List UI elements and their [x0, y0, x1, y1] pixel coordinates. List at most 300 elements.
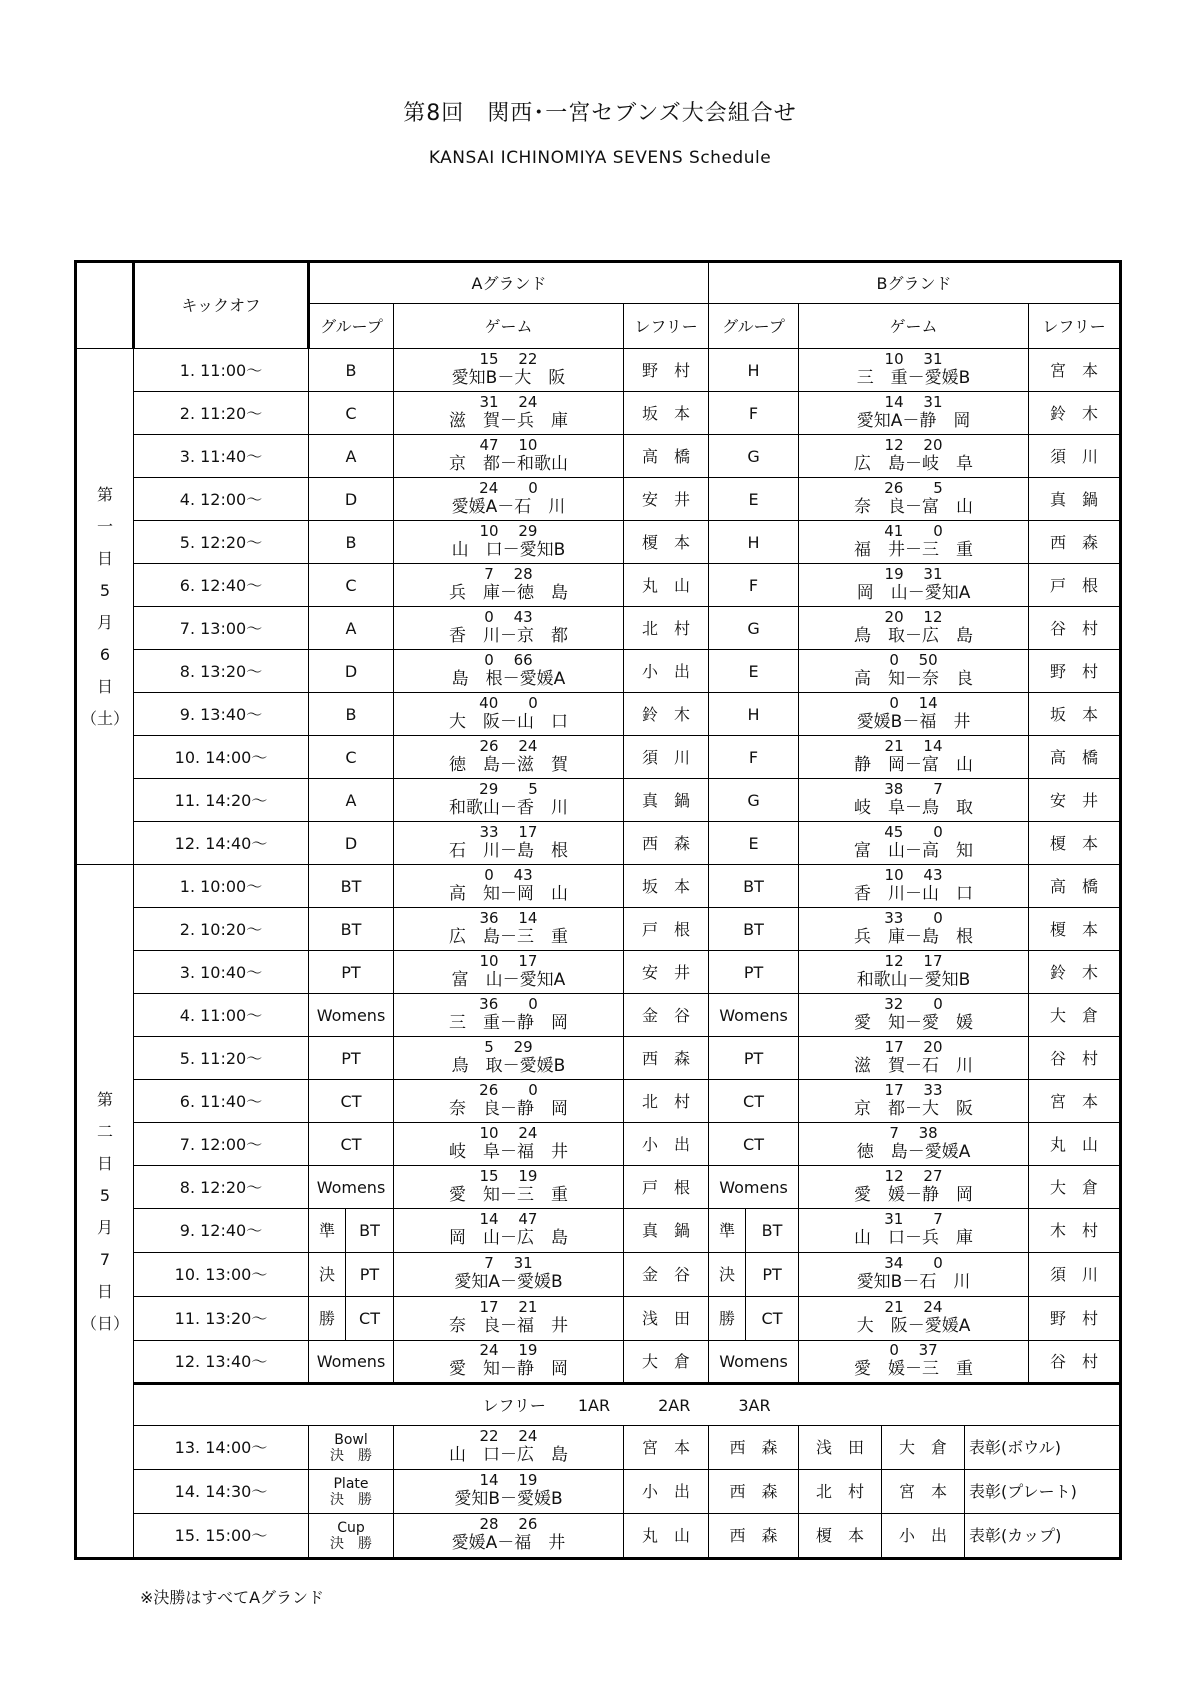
- match-teams: 福 井－三 重: [854, 539, 974, 560]
- score: 24 0: [479, 478, 538, 497]
- match-teams: 和歌山－愛知B: [856, 969, 971, 990]
- match-teams: 奈 良－富 山: [854, 496, 974, 517]
- group-b: Womens: [709, 1341, 799, 1384]
- score: 26 5: [884, 478, 943, 497]
- referee-a: 小 出: [624, 650, 709, 693]
- referee-b: 谷 村: [1029, 607, 1121, 650]
- referee-a: 金 谷: [624, 994, 709, 1037]
- referee-a: 浅 田: [624, 1297, 709, 1341]
- game-cell: [394, 478, 624, 521]
- day-label-char: 一: [96, 517, 113, 536]
- match-teams: 愛 知－三 重: [449, 1184, 568, 1205]
- group-a: PT: [309, 951, 394, 994]
- kickoff-time: 14. 14:30～: [134, 1470, 309, 1514]
- game-cell: [394, 607, 624, 650]
- match-teams: 香 川－京 都: [449, 625, 568, 646]
- footnote: ※決勝はすべてAグランド: [140, 1588, 325, 1607]
- score: 47 10: [479, 435, 538, 454]
- game-cell: [394, 1341, 624, 1384]
- schedule-row: [76, 435, 1121, 478]
- final-ar2: 北 村: [799, 1470, 882, 1513]
- game-cell: [799, 1253, 1029, 1297]
- group-b: BT: [709, 908, 799, 951]
- group-b: BT: [709, 865, 799, 908]
- day-label-char: 第: [96, 485, 113, 504]
- schedule-row: [76, 1341, 1121, 1384]
- score: 26 24: [479, 736, 538, 755]
- referee-a: 坂 本: [624, 392, 709, 435]
- game-cell: [394, 435, 624, 478]
- header-ground-a: Aグランド: [309, 262, 709, 304]
- group-a: [309, 1297, 394, 1341]
- final-ar-award: [799, 1470, 1121, 1514]
- score: 34 0: [884, 1254, 943, 1272]
- score: 10 17: [479, 951, 538, 970]
- referee-b: 戸 根: [1029, 564, 1121, 607]
- score: 14 19: [479, 1471, 538, 1489]
- final-category-name: Cup: [337, 1519, 365, 1536]
- game-cell: [394, 1514, 624, 1559]
- game-cell: [799, 736, 1029, 779]
- group-b: F: [709, 736, 799, 779]
- match-teams: 山 口－愛知B: [451, 539, 566, 560]
- finals-row: [76, 1470, 1121, 1514]
- schedule-row: [76, 1297, 1121, 1341]
- referee-a: 金 谷: [624, 1253, 709, 1297]
- score: 14 31: [884, 392, 943, 411]
- referee-b: 須 川: [1029, 1253, 1121, 1297]
- header-game-a: ゲーム: [394, 304, 624, 349]
- match-teams: 岐 阜－福 井: [449, 1141, 568, 1162]
- kickoff-time: 1. 11:00～: [134, 349, 309, 392]
- kickoff-time: 9. 13:40～: [134, 693, 309, 736]
- page-title: 第8回 関西･一宮セブンズ大会組合せ: [403, 101, 797, 126]
- referee-b: 大 倉: [1029, 1166, 1121, 1209]
- schedule-row: [76, 736, 1121, 779]
- kickoff-time: 12. 14:40～: [134, 822, 309, 865]
- kickoff-time: 10. 14:00～: [134, 736, 309, 779]
- kickoff-time: 11. 13:20～: [134, 1297, 309, 1341]
- referee-b: 谷 村: [1029, 1037, 1121, 1080]
- final-category-sub: 決 勝: [330, 1535, 372, 1552]
- score: 33 17: [479, 822, 538, 841]
- score: 0 14: [889, 693, 938, 712]
- final-award: 表彰(カップ): [969, 1526, 1062, 1545]
- game-cell: [799, 435, 1029, 478]
- match-teams: 三 重－愛媛B: [856, 367, 971, 388]
- kickoff-time: 4. 12:00～: [134, 478, 309, 521]
- kickoff-time: 6. 12:40～: [134, 564, 309, 607]
- score: 12 20: [884, 435, 943, 454]
- final-ar2: 浅 田: [799, 1426, 882, 1469]
- final-category: [309, 1470, 394, 1514]
- match-teams: 愛知B－大 阪: [451, 367, 566, 388]
- referee-a: 戸 根: [624, 1166, 709, 1209]
- schedule-row: [76, 779, 1121, 822]
- match-teams: 滋 賀－兵 庫: [449, 410, 568, 431]
- kickoff-time: 12. 13:40～: [134, 1341, 309, 1384]
- final-category-sub: 決 勝: [330, 1447, 372, 1464]
- score: 7 38: [889, 1123, 938, 1142]
- group-b: H: [709, 521, 799, 564]
- match-teams: 山 口－兵 庫: [854, 1228, 974, 1248]
- referee-a: 榎 本: [624, 521, 709, 564]
- match-teams: 岐 阜－鳥 取: [854, 797, 974, 818]
- referee-b: 大 倉: [1029, 994, 1121, 1037]
- game-cell: [799, 994, 1029, 1037]
- kickoff-time: 2. 11:20～: [134, 392, 309, 435]
- game-cell: [799, 822, 1029, 865]
- schedule-row: [76, 693, 1121, 736]
- game-cell: [799, 521, 1029, 564]
- game-cell: [799, 693, 1029, 736]
- score: 26 0: [479, 1080, 538, 1099]
- final-ar-award: [799, 1426, 1121, 1470]
- score: 24 19: [479, 1341, 538, 1359]
- score: 45 0: [884, 822, 943, 841]
- group-b: F: [709, 392, 799, 435]
- score: 31 7: [884, 1210, 943, 1228]
- score: 40 0: [479, 693, 538, 712]
- game-cell: [799, 865, 1029, 908]
- score: 33 0: [884, 908, 943, 927]
- schedule-row: [76, 1253, 1121, 1297]
- group-b: H: [709, 349, 799, 392]
- match-teams: 徳 島－愛媛A: [856, 1141, 971, 1162]
- match-teams: 滋 賀－石 川: [854, 1055, 974, 1076]
- group-b-code: BT: [761, 1221, 783, 1240]
- schedule-row: [76, 865, 1121, 908]
- kickoff-time: 13. 14:00～: [134, 1426, 309, 1470]
- match-teams: 広 島－三 重: [449, 926, 568, 947]
- kickoff-time: 6. 11:40～: [134, 1080, 309, 1123]
- group-a: BT: [309, 908, 394, 951]
- game-cell: [394, 908, 624, 951]
- schedule-row: [76, 994, 1121, 1037]
- match-teams: 富 山－高 知: [854, 840, 974, 861]
- header-group-a: グループ: [309, 304, 394, 349]
- day-label-char: （日）: [80, 1313, 129, 1333]
- score: 0 43: [484, 865, 533, 884]
- header-row-1: [76, 262, 1121, 304]
- group-a: A: [309, 779, 394, 822]
- final-category-name: Bowl: [334, 1431, 368, 1448]
- group-b: PT: [709, 1037, 799, 1080]
- match-teams: 愛 媛－静 岡: [854, 1184, 974, 1205]
- group-b: G: [709, 779, 799, 822]
- score: 12 17: [884, 951, 943, 970]
- group-a: D: [309, 822, 394, 865]
- kickoff-time: 9. 12:40～: [134, 1209, 309, 1253]
- game-cell: [394, 1037, 624, 1080]
- group-b: PT: [709, 951, 799, 994]
- header-day-corner: [76, 262, 134, 349]
- score: 15 19: [479, 1166, 538, 1185]
- referee-b: 坂 本: [1029, 693, 1121, 736]
- score: 0 66: [484, 650, 533, 669]
- group-a: Womens: [309, 1341, 394, 1384]
- game-cell: [799, 908, 1029, 951]
- kickoff-time: 10. 13:00～: [134, 1253, 309, 1297]
- score: 10 43: [884, 865, 943, 884]
- group-b: [709, 1253, 799, 1297]
- schedule-row: [76, 951, 1121, 994]
- day-label-char: 月: [96, 1217, 113, 1237]
- final-category-sub: 決 勝: [330, 1491, 372, 1508]
- match-teams: 京 都－大 阪: [854, 1098, 974, 1119]
- finals-header-row: [76, 1384, 1121, 1426]
- score: 21 14: [884, 736, 943, 755]
- group-a: CT: [309, 1080, 394, 1123]
- match-teams: 高 知－岡 山: [449, 883, 568, 904]
- day-label: [76, 865, 134, 1559]
- header-group-b: グループ: [709, 304, 799, 349]
- game-cell: [799, 779, 1029, 822]
- game-cell: [799, 349, 1029, 392]
- referee-b: 鈴 木: [1029, 951, 1121, 994]
- group-a: B: [309, 693, 394, 736]
- referee-a: 高 橋: [624, 435, 709, 478]
- referee-b: 鈴 木: [1029, 392, 1121, 435]
- score: 38 7: [884, 779, 943, 798]
- final-category-name: Plate: [333, 1475, 369, 1492]
- group-a: BT: [309, 865, 394, 908]
- group-b: [709, 1297, 799, 1341]
- score: 0 50: [889, 650, 938, 669]
- match-teams: 愛 知－静 岡: [449, 1359, 568, 1379]
- referee-a: 須 川: [624, 736, 709, 779]
- final-ar3: 宮 本: [882, 1470, 965, 1513]
- day-label-char: 第: [96, 1089, 113, 1109]
- group-b: E: [709, 822, 799, 865]
- schedule-row: [76, 822, 1121, 865]
- schedule-row: [76, 1080, 1121, 1123]
- final-category: [309, 1514, 394, 1559]
- score: 36 14: [479, 908, 538, 927]
- referee-a: 真 鍋: [624, 1209, 709, 1253]
- referee-b: 谷 村: [1029, 1341, 1121, 1384]
- game-cell: [394, 1209, 624, 1253]
- final-referee: 小 出: [624, 1470, 709, 1514]
- score: 10 31: [884, 349, 943, 368]
- kickoff-time: 8. 13:20～: [134, 650, 309, 693]
- header-game-b: ゲーム: [799, 304, 1029, 349]
- day-label-char: 日: [96, 677, 113, 696]
- kickoff-time: 5. 12:20～: [134, 521, 309, 564]
- group-b: CT: [709, 1080, 799, 1123]
- game-cell: [394, 865, 624, 908]
- group-a-code: BT: [359, 1221, 380, 1240]
- score: 7 28: [484, 564, 533, 583]
- kickoff-time: 5. 11:20～: [134, 1037, 309, 1080]
- score: 28 26: [479, 1515, 538, 1533]
- day-label-char: （土）: [80, 709, 129, 728]
- game-cell: [394, 564, 624, 607]
- group-a: A: [309, 435, 394, 478]
- match-teams: 高 知－奈 良: [854, 668, 974, 689]
- day-label-char: 6: [99, 645, 111, 664]
- game-cell: [394, 994, 624, 1037]
- group-a: C: [309, 736, 394, 779]
- kickoff-time: 7. 12:00～: [134, 1123, 309, 1166]
- match-teams: 香 川－山 口: [854, 883, 974, 904]
- group-b-code: PT: [762, 1265, 782, 1284]
- schedule-row: [76, 607, 1121, 650]
- score: 21 24: [884, 1298, 943, 1316]
- group-a: D: [309, 478, 394, 521]
- game-cell: [394, 779, 624, 822]
- semi-label-char: 決: [309, 1253, 346, 1296]
- group-a: C: [309, 564, 394, 607]
- referee-b: 野 村: [1029, 650, 1121, 693]
- group-a: C: [309, 392, 394, 435]
- final-award: 表彰(ボウル): [969, 1438, 1062, 1457]
- score: 10 24: [479, 1123, 538, 1142]
- referee-b: 木 村: [1029, 1209, 1121, 1253]
- referee-b: 宮 本: [1029, 349, 1121, 392]
- day-label-char: 5: [99, 1185, 111, 1205]
- final-ar1: 西 森: [709, 1426, 799, 1470]
- kickoff-time: 7. 13:00～: [134, 607, 309, 650]
- page-subtitle: KANSAI ICHINOMIYA SEVENS Schedule: [428, 148, 772, 168]
- referee-b: 榎 本: [1029, 908, 1121, 951]
- match-teams: 兵 庫－徳 島: [449, 582, 568, 603]
- referee-a: 坂 本: [624, 865, 709, 908]
- game-cell: [799, 951, 1029, 994]
- match-teams: 徳 島－滋 賀: [449, 754, 568, 775]
- game-cell: [799, 1209, 1029, 1253]
- group-b: H: [709, 693, 799, 736]
- referee-b: 榎 本: [1029, 822, 1121, 865]
- match-teams: 富 山－愛知A: [451, 969, 566, 990]
- final-ar1: 西 森: [709, 1514, 799, 1559]
- schedule-row: [76, 564, 1121, 607]
- match-teams: 大 阪－愛媛A: [856, 1316, 971, 1336]
- match-teams: 愛知B－石 川: [856, 1272, 971, 1292]
- score: 41 0: [884, 521, 943, 540]
- score: 29 5: [479, 779, 538, 798]
- match-teams: 奈 良－静 岡: [449, 1098, 568, 1119]
- finals-header: レフリー 1AR 2AR 3AR: [134, 1384, 1121, 1426]
- score: 17 33: [884, 1080, 943, 1099]
- final-referee: 宮 本: [624, 1426, 709, 1470]
- kickoff-time: 4. 11:00～: [134, 994, 309, 1037]
- match-teams: 愛媛B－福 井: [856, 711, 971, 732]
- game-cell: [394, 736, 624, 779]
- schedule-row: [76, 392, 1121, 435]
- group-a: B: [309, 349, 394, 392]
- referee-a: 西 森: [624, 1037, 709, 1080]
- match-teams: 愛 媛－三 重: [854, 1359, 974, 1379]
- score: 10 29: [479, 521, 538, 540]
- final-ar2: 榎 本: [799, 1514, 882, 1557]
- referee-b: 野 村: [1029, 1297, 1121, 1341]
- game-cell: [394, 650, 624, 693]
- referee-a: 小 出: [624, 1123, 709, 1166]
- score: 20 12: [884, 607, 943, 626]
- semi-label-char: 準: [309, 1209, 346, 1252]
- match-teams: 島 根－愛媛A: [451, 668, 566, 689]
- referee-a: 大 倉: [624, 1341, 709, 1384]
- match-teams: 愛知A－静 岡: [856, 410, 971, 431]
- match-teams: 石 川－島 根: [449, 840, 568, 861]
- group-a: B: [309, 521, 394, 564]
- score: 17 20: [884, 1037, 943, 1056]
- schedule-row: [76, 521, 1121, 564]
- group-a: [309, 1253, 394, 1297]
- day-label-char: 7: [99, 1249, 111, 1269]
- semi-label-char: 準: [709, 1209, 746, 1252]
- schedule-row: [76, 1037, 1121, 1080]
- final-award: 表彰(プレート): [969, 1482, 1077, 1501]
- group-a: [309, 1209, 394, 1253]
- referee-a: 野 村: [624, 349, 709, 392]
- game-cell: [394, 822, 624, 865]
- group-b: F: [709, 564, 799, 607]
- game-cell: [394, 1123, 624, 1166]
- score: 0 37: [889, 1341, 938, 1359]
- schedule-row: [76, 650, 1121, 693]
- match-teams: 鳥 取－広 島: [854, 625, 974, 646]
- day-label-char: 二: [96, 1121, 113, 1141]
- game-cell: [394, 951, 624, 994]
- game-cell: [799, 1037, 1029, 1080]
- schedule-row: [76, 908, 1121, 951]
- game-cell: [799, 478, 1029, 521]
- game-cell: [394, 1166, 624, 1209]
- match-teams: 京 都－和歌山: [449, 453, 568, 474]
- group-a: D: [309, 650, 394, 693]
- match-teams: 和歌山－香 川: [449, 797, 568, 818]
- group-a-code: PT: [359, 1265, 380, 1284]
- kickoff-time: 2. 10:20～: [134, 908, 309, 951]
- day-label-char: 5: [99, 581, 111, 600]
- match-teams: 山 口－広 島: [449, 1445, 568, 1465]
- header-referee-b: レフリー: [1029, 304, 1121, 349]
- referee-b: 須 川: [1029, 435, 1121, 478]
- game-cell: [394, 392, 624, 435]
- group-a: CT: [309, 1123, 394, 1166]
- schedule-row: [76, 349, 1121, 392]
- game-cell: [394, 1297, 624, 1341]
- final-ar3: 小 出: [882, 1514, 965, 1557]
- group-a: Womens: [309, 1166, 394, 1209]
- referee-b: 西 森: [1029, 521, 1121, 564]
- referee-a: 丸 山: [624, 564, 709, 607]
- match-teams: 愛媛A－福 井: [451, 1533, 566, 1553]
- score: 7 31: [484, 1254, 533, 1272]
- header-ground-b: Bグランド: [709, 262, 1121, 304]
- match-teams: 愛知B－愛媛B: [454, 1489, 563, 1509]
- game-cell: [799, 1166, 1029, 1209]
- game-cell: [799, 607, 1029, 650]
- day-label: [76, 349, 134, 865]
- match-teams: 愛 知－愛 媛: [854, 1012, 974, 1033]
- game-cell: [394, 1253, 624, 1297]
- referee-a: 安 井: [624, 951, 709, 994]
- score: 36 0: [479, 994, 538, 1013]
- match-teams: 三 重－静 岡: [449, 1012, 568, 1033]
- referee-a: 北 村: [624, 607, 709, 650]
- referee-a: 真 鍋: [624, 779, 709, 822]
- referee-a: 戸 根: [624, 908, 709, 951]
- game-cell: [394, 1080, 624, 1123]
- semi-label-char: 決: [709, 1253, 746, 1296]
- referee-b: 高 橋: [1029, 736, 1121, 779]
- referee-b: 宮 本: [1029, 1080, 1121, 1123]
- match-teams: 愛知A－愛媛B: [454, 1272, 563, 1292]
- score: 5 29: [484, 1037, 533, 1056]
